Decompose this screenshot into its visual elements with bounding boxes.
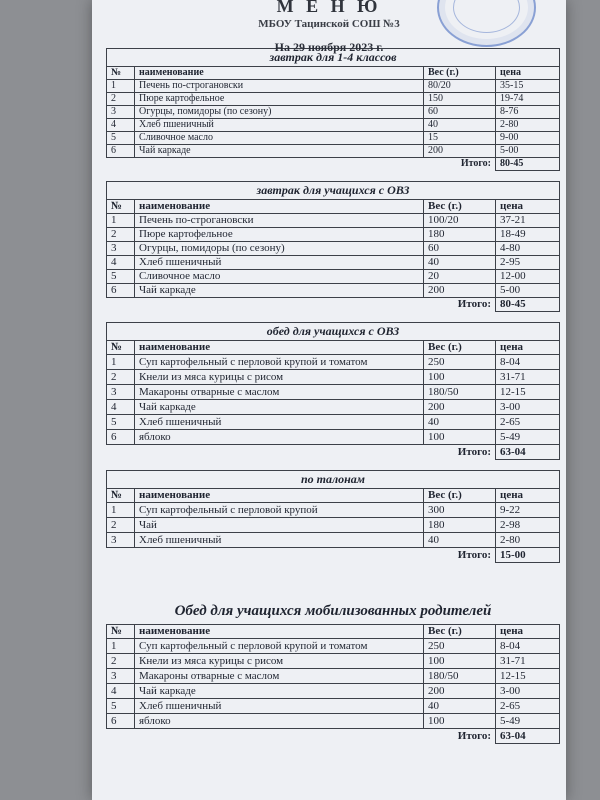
cell-weight: 150 xyxy=(424,93,496,106)
table-row xyxy=(107,242,560,256)
cell-weight: 180 xyxy=(424,518,496,533)
cell-no: 1 xyxy=(107,639,135,654)
cell-name: Печень по-строгановски xyxy=(135,80,424,93)
cell-weight: 60 xyxy=(424,242,496,256)
table-row xyxy=(107,503,560,518)
column-header-price: цена xyxy=(496,489,560,503)
column-header-no: № xyxy=(107,341,135,355)
cell-name: Суп картофельный с перловой крупой и томатом xyxy=(135,355,424,370)
column-header-name: наименование xyxy=(135,200,424,214)
cell-name: Чай xyxy=(135,518,424,533)
column-header-price: цена xyxy=(496,67,560,80)
cell-no: 4 xyxy=(107,400,135,415)
total-label: Итого: xyxy=(457,298,491,310)
column-header-price: цена xyxy=(496,341,560,355)
section-title: по талонам xyxy=(106,470,560,488)
cell-name: Кнели из мяса курицы с рисом xyxy=(135,370,424,385)
cell-name: Огурцы, помидоры (по сезону) xyxy=(135,106,424,119)
cell-name: Суп картофельный с перловой крупой и томатом xyxy=(135,639,424,654)
table-row xyxy=(107,654,560,669)
column-header-name: наименование xyxy=(135,625,424,639)
column-header-weight: Вес (г.) xyxy=(424,200,496,214)
cell-weight: 40 xyxy=(424,699,496,714)
menu-table xyxy=(106,199,560,312)
cell-price: 37-21 xyxy=(496,214,560,228)
cell-weight: 180/50 xyxy=(424,669,496,684)
section-title: обед для учащихся с ОВЗ xyxy=(106,322,560,340)
column-header-name: наименование xyxy=(135,341,424,355)
column-header-name: наименование xyxy=(135,489,424,503)
column-header-no: № xyxy=(107,625,135,639)
table-row xyxy=(107,132,560,145)
cell-weight: 180 xyxy=(424,228,496,242)
total-label: Итого: xyxy=(457,446,491,458)
menu-sections xyxy=(92,48,566,744)
menu-header xyxy=(92,0,566,54)
table-row xyxy=(107,400,560,415)
cell-no: 5 xyxy=(107,415,135,430)
cell-no: 2 xyxy=(107,370,135,385)
cell-no: 2 xyxy=(107,654,135,669)
table-row xyxy=(107,430,560,445)
cell-price: 2-95 xyxy=(496,256,560,270)
section-title: завтрак для 1-4 классов xyxy=(106,48,560,66)
cell-weight: 60 xyxy=(424,106,496,119)
table-row xyxy=(107,684,560,699)
table-header-row xyxy=(107,489,560,503)
cell-no: 2 xyxy=(107,228,135,242)
column-header-no: № xyxy=(107,489,135,503)
cell-name: Пюре картофельное xyxy=(135,228,424,242)
cell-name: Огурцы, помидоры (по сезону) xyxy=(135,242,424,256)
cell-no: 1 xyxy=(107,80,135,93)
cell-name: Хлеб пшеничный xyxy=(135,256,424,270)
cell-no: 1 xyxy=(107,214,135,228)
cell-weight: 40 xyxy=(424,119,496,132)
cell-weight: 100 xyxy=(424,654,496,669)
menu-date: На 29 ноября 2023 г. xyxy=(274,40,384,54)
total-value: 80-45 xyxy=(496,298,560,312)
table-row xyxy=(107,228,560,242)
cell-name: Хлеб пшеничный xyxy=(135,699,424,714)
cell-no: 2 xyxy=(107,93,135,106)
cell-no: 4 xyxy=(107,684,135,699)
cell-price: 5-49 xyxy=(496,430,560,445)
cell-weight: 200 xyxy=(424,284,496,298)
column-header-name: наименование xyxy=(135,67,424,80)
cell-name: Макароны отварные с маслом xyxy=(135,669,424,684)
cell-price: 5-49 xyxy=(496,714,560,729)
cell-name: Чай каркаде xyxy=(135,400,424,415)
cell-name: Чай каркаде xyxy=(135,284,424,298)
cell-price: 18-49 xyxy=(496,228,560,242)
cell-price: 3-00 xyxy=(496,684,560,699)
table-row xyxy=(107,518,560,533)
cell-price: 4-80 xyxy=(496,242,560,256)
total-row xyxy=(107,445,560,460)
table-header-row xyxy=(107,200,560,214)
cell-weight: 200 xyxy=(424,684,496,699)
cell-name: Печень по-строгановски xyxy=(135,214,424,228)
cell-weight: 250 xyxy=(424,639,496,654)
table-row xyxy=(107,145,560,158)
cell-weight: 250 xyxy=(424,355,496,370)
cell-price: 8-76 xyxy=(496,106,560,119)
total-row xyxy=(107,548,560,563)
table-row xyxy=(107,106,560,119)
cell-price: 8-04 xyxy=(496,639,560,654)
cell-name: Хлеб пшеничный xyxy=(135,415,424,430)
cell-no: 3 xyxy=(107,106,135,119)
cell-weight: 15 xyxy=(424,132,496,145)
menu-section xyxy=(106,48,560,171)
cell-weight: 40 xyxy=(424,256,496,270)
cell-no: 5 xyxy=(107,132,135,145)
cell-price: 31-71 xyxy=(496,370,560,385)
cell-name: Сливочное масло xyxy=(135,270,424,284)
table-row xyxy=(107,355,560,370)
table-header-row xyxy=(107,341,560,355)
cell-price: 2-65 xyxy=(496,415,560,430)
cell-no: 3 xyxy=(107,669,135,684)
column-header-no: № xyxy=(107,67,135,80)
cell-price: 2-98 xyxy=(496,518,560,533)
cell-weight: 200 xyxy=(424,400,496,415)
cell-price: 3-00 xyxy=(496,400,560,415)
menu-section xyxy=(106,591,560,744)
menu-section xyxy=(106,322,560,460)
cell-weight: 40 xyxy=(424,415,496,430)
menu-table xyxy=(106,488,560,563)
total-label: Итого: xyxy=(457,730,491,742)
table-header-row xyxy=(107,625,560,639)
cell-no: 1 xyxy=(107,503,135,518)
table-row xyxy=(107,370,560,385)
table-row xyxy=(107,533,560,548)
column-header-price: цена xyxy=(496,625,560,639)
section-title: Обед для учащихся мобилизованных родителей xyxy=(174,603,492,619)
cell-name: Хлеб пшеничный xyxy=(135,119,424,132)
cell-price: 31-71 xyxy=(496,654,560,669)
cell-no: 4 xyxy=(107,119,135,132)
cell-no: 2 xyxy=(107,518,135,533)
cell-no: 3 xyxy=(107,242,135,256)
cell-weight: 100 xyxy=(424,370,496,385)
cell-price: 9-00 xyxy=(496,132,560,145)
table-row xyxy=(107,669,560,684)
cell-weight: 100 xyxy=(424,430,496,445)
menu-table xyxy=(106,624,560,744)
column-header-weight: Вес (г.) xyxy=(424,625,496,639)
cell-no: 3 xyxy=(107,533,135,548)
table-row xyxy=(107,119,560,132)
table-row xyxy=(107,415,560,430)
cell-price: 12-15 xyxy=(496,385,560,400)
column-header-no: № xyxy=(107,200,135,214)
table-row xyxy=(107,214,560,228)
table-row xyxy=(107,80,560,93)
cell-weight: 100 xyxy=(424,714,496,729)
cell-name: Чай каркаде xyxy=(135,684,424,699)
total-value: 15-00 xyxy=(496,548,560,563)
cell-price: 2-65 xyxy=(496,699,560,714)
cell-weight: 100/20 xyxy=(424,214,496,228)
table-row xyxy=(107,385,560,400)
cell-no: 4 xyxy=(107,256,135,270)
total-label: Итого: xyxy=(457,549,491,561)
menu-table xyxy=(106,340,560,460)
cell-name: Кнели из мяса курицы с рисом xyxy=(135,654,424,669)
cell-price: 2-80 xyxy=(496,533,560,548)
cell-no: 5 xyxy=(107,699,135,714)
cell-name: Чай каркаде xyxy=(135,145,424,158)
column-header-price: цена xyxy=(496,200,560,214)
cell-name: Пюре картофельное xyxy=(135,93,424,106)
cell-no: 1 xyxy=(107,355,135,370)
column-header-weight: Вес (г.) xyxy=(424,67,496,80)
cell-name: Макароны отварные с маслом xyxy=(135,385,424,400)
cell-price: 8-04 xyxy=(496,355,560,370)
total-value: 63-04 xyxy=(496,445,560,460)
menu-section xyxy=(106,470,560,563)
cell-price: 2-80 xyxy=(496,119,560,132)
cell-no: 6 xyxy=(107,430,135,445)
cell-price: 9-22 xyxy=(496,503,560,518)
table-row xyxy=(107,284,560,298)
cell-weight: 180/50 xyxy=(424,385,496,400)
table-row xyxy=(107,699,560,714)
total-row xyxy=(107,158,560,171)
cell-name: Суп картофельный с перловой крупой xyxy=(135,503,424,518)
table-row xyxy=(107,639,560,654)
table-row xyxy=(107,714,560,729)
cell-price: 19-74 xyxy=(496,93,560,106)
menu-table xyxy=(106,66,560,171)
table-row xyxy=(107,93,560,106)
cell-price: 35-15 xyxy=(496,80,560,93)
cell-no: 6 xyxy=(107,714,135,729)
cell-no: 3 xyxy=(107,385,135,400)
cell-name: Сливочное масло xyxy=(135,132,424,145)
cell-no: 6 xyxy=(107,284,135,298)
school-name: МБОУ Тацинской СОШ №3 xyxy=(258,18,400,30)
cell-weight: 40 xyxy=(424,533,496,548)
cell-weight: 20 xyxy=(424,270,496,284)
cell-price: 5-00 xyxy=(496,145,560,158)
total-label: Итого: xyxy=(460,158,491,169)
table-row xyxy=(107,256,560,270)
menu-sheet xyxy=(92,0,566,800)
total-value: 80-45 xyxy=(496,158,560,171)
cell-price: 12-00 xyxy=(496,270,560,284)
column-header-weight: Вес (г.) xyxy=(424,341,496,355)
cell-price: 5-00 xyxy=(496,284,560,298)
cell-weight: 200 xyxy=(424,145,496,158)
total-row xyxy=(107,298,560,312)
table-row xyxy=(107,270,560,284)
table-header-row xyxy=(107,67,560,80)
section-title: завтрак для учащихся с ОВЗ xyxy=(106,181,560,199)
total-row xyxy=(107,729,560,744)
menu-title: М Е Н Ю xyxy=(276,0,382,16)
column-header-weight: Вес (г.) xyxy=(424,489,496,503)
total-value: 63-04 xyxy=(496,729,560,744)
cell-name: яблоко xyxy=(135,714,424,729)
cell-weight: 80/20 xyxy=(424,80,496,93)
menu-section xyxy=(106,181,560,312)
cell-weight: 300 xyxy=(424,503,496,518)
cell-name: Хлеб пшеничный xyxy=(135,533,424,548)
cell-no: 5 xyxy=(107,270,135,284)
cell-no: 6 xyxy=(107,145,135,158)
cell-price: 12-15 xyxy=(496,669,560,684)
cell-name: яблоко xyxy=(135,430,424,445)
